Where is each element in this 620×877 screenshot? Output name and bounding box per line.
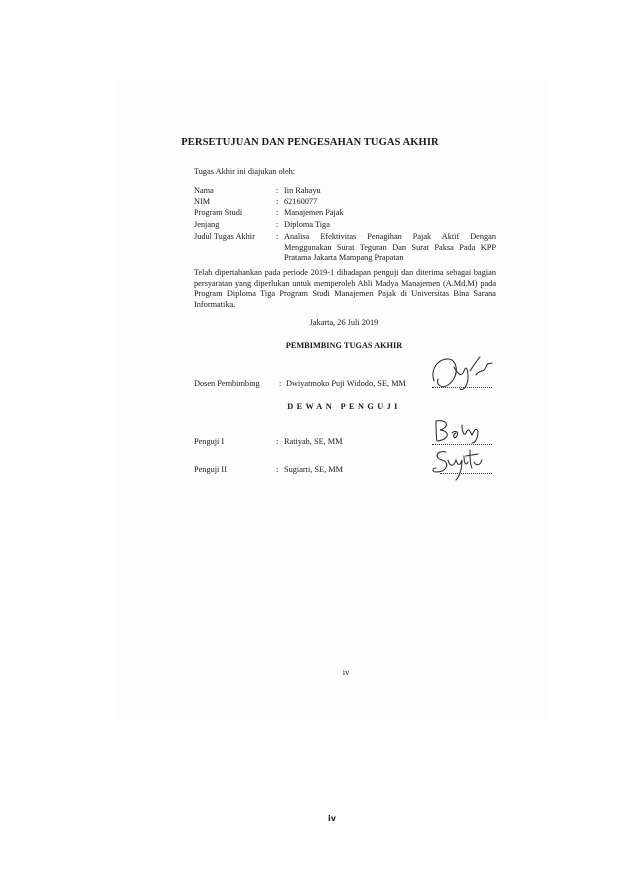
field-label-nama: Nama: [194, 186, 214, 195]
scanned-sheet: [118, 80, 548, 720]
field-label-nim: NIM: [194, 197, 211, 206]
signature-examiner-2: [428, 446, 488, 482]
statement-paragraph: Telah dipertahankan pada periode 2019-1 dihadapan penguji dan diterima sebagai bagian persyaratan yang diperlukan untuk memperoleh Ahli Madya Manajemen (A.Md.M) pada Program Diploma Tiga Program Studi Manajemen Pajak di Universitas Bina Sarana Informatika.: [194, 268, 496, 309]
field-sep: :: [276, 208, 279, 217]
page-number: iv: [328, 814, 336, 823]
field-label-program-studi: Program Studi: [194, 208, 243, 217]
field-sep: :: [276, 465, 279, 474]
examiner-2-name: Sugiarti, SE, MM: [284, 465, 344, 474]
field-value-nama: Iin Rahayu: [284, 186, 321, 195]
field-sep: :: [276, 220, 279, 229]
examiners-heading: DEWAN PENGUJI: [287, 402, 401, 411]
signature-supervisor: [424, 351, 498, 393]
field-sep: :: [276, 186, 279, 195]
scan-page-number: iv: [342, 668, 350, 677]
signature-examiner-1: [428, 417, 490, 445]
field-value-program-studi: Manajemen Pajak: [284, 208, 344, 217]
examiner-1-label: Penguji I: [194, 437, 225, 446]
supervisor-name: Dwiyatmoko Puji Widodo, SE, MM: [286, 379, 406, 388]
supervisor-label: Dosen Pembimbing: [194, 379, 260, 388]
field-sep: :: [276, 197, 279, 206]
field-value-judul: Analisa Efektivitas Penagihan Pajak Aktif Dengan Menggunakan Surat Teguran Dan Surat Paksa Pada KPP Pratama Jakarta Mampang Prapatan: [284, 232, 496, 262]
field-value-jenjang: Diploma Tiga: [284, 220, 330, 229]
examiner-1-name: Ratiyah, SE, MM: [284, 437, 343, 446]
page-title: PERSETUJUAN DAN PENGESAHAN TUGAS AKHIR: [181, 137, 439, 148]
field-label-judul: Judul Tugas Akhir: [194, 232, 255, 241]
field-sep: :: [279, 379, 282, 388]
field-sep: :: [276, 232, 279, 241]
place-date: Jakarta, 26 Juli 2019: [309, 318, 379, 327]
field-value-nim: 62160077: [284, 197, 318, 206]
field-sep: :: [276, 437, 279, 446]
field-label-jenjang: Jenjang: [194, 220, 220, 229]
examiner-2-label: Penguji II: [194, 465, 227, 474]
supervisor-heading: PEMBIMBING TUGAS AKHIR: [285, 341, 403, 350]
intro-text: Tugas Akhir ini diajukan oleh:: [194, 167, 296, 176]
